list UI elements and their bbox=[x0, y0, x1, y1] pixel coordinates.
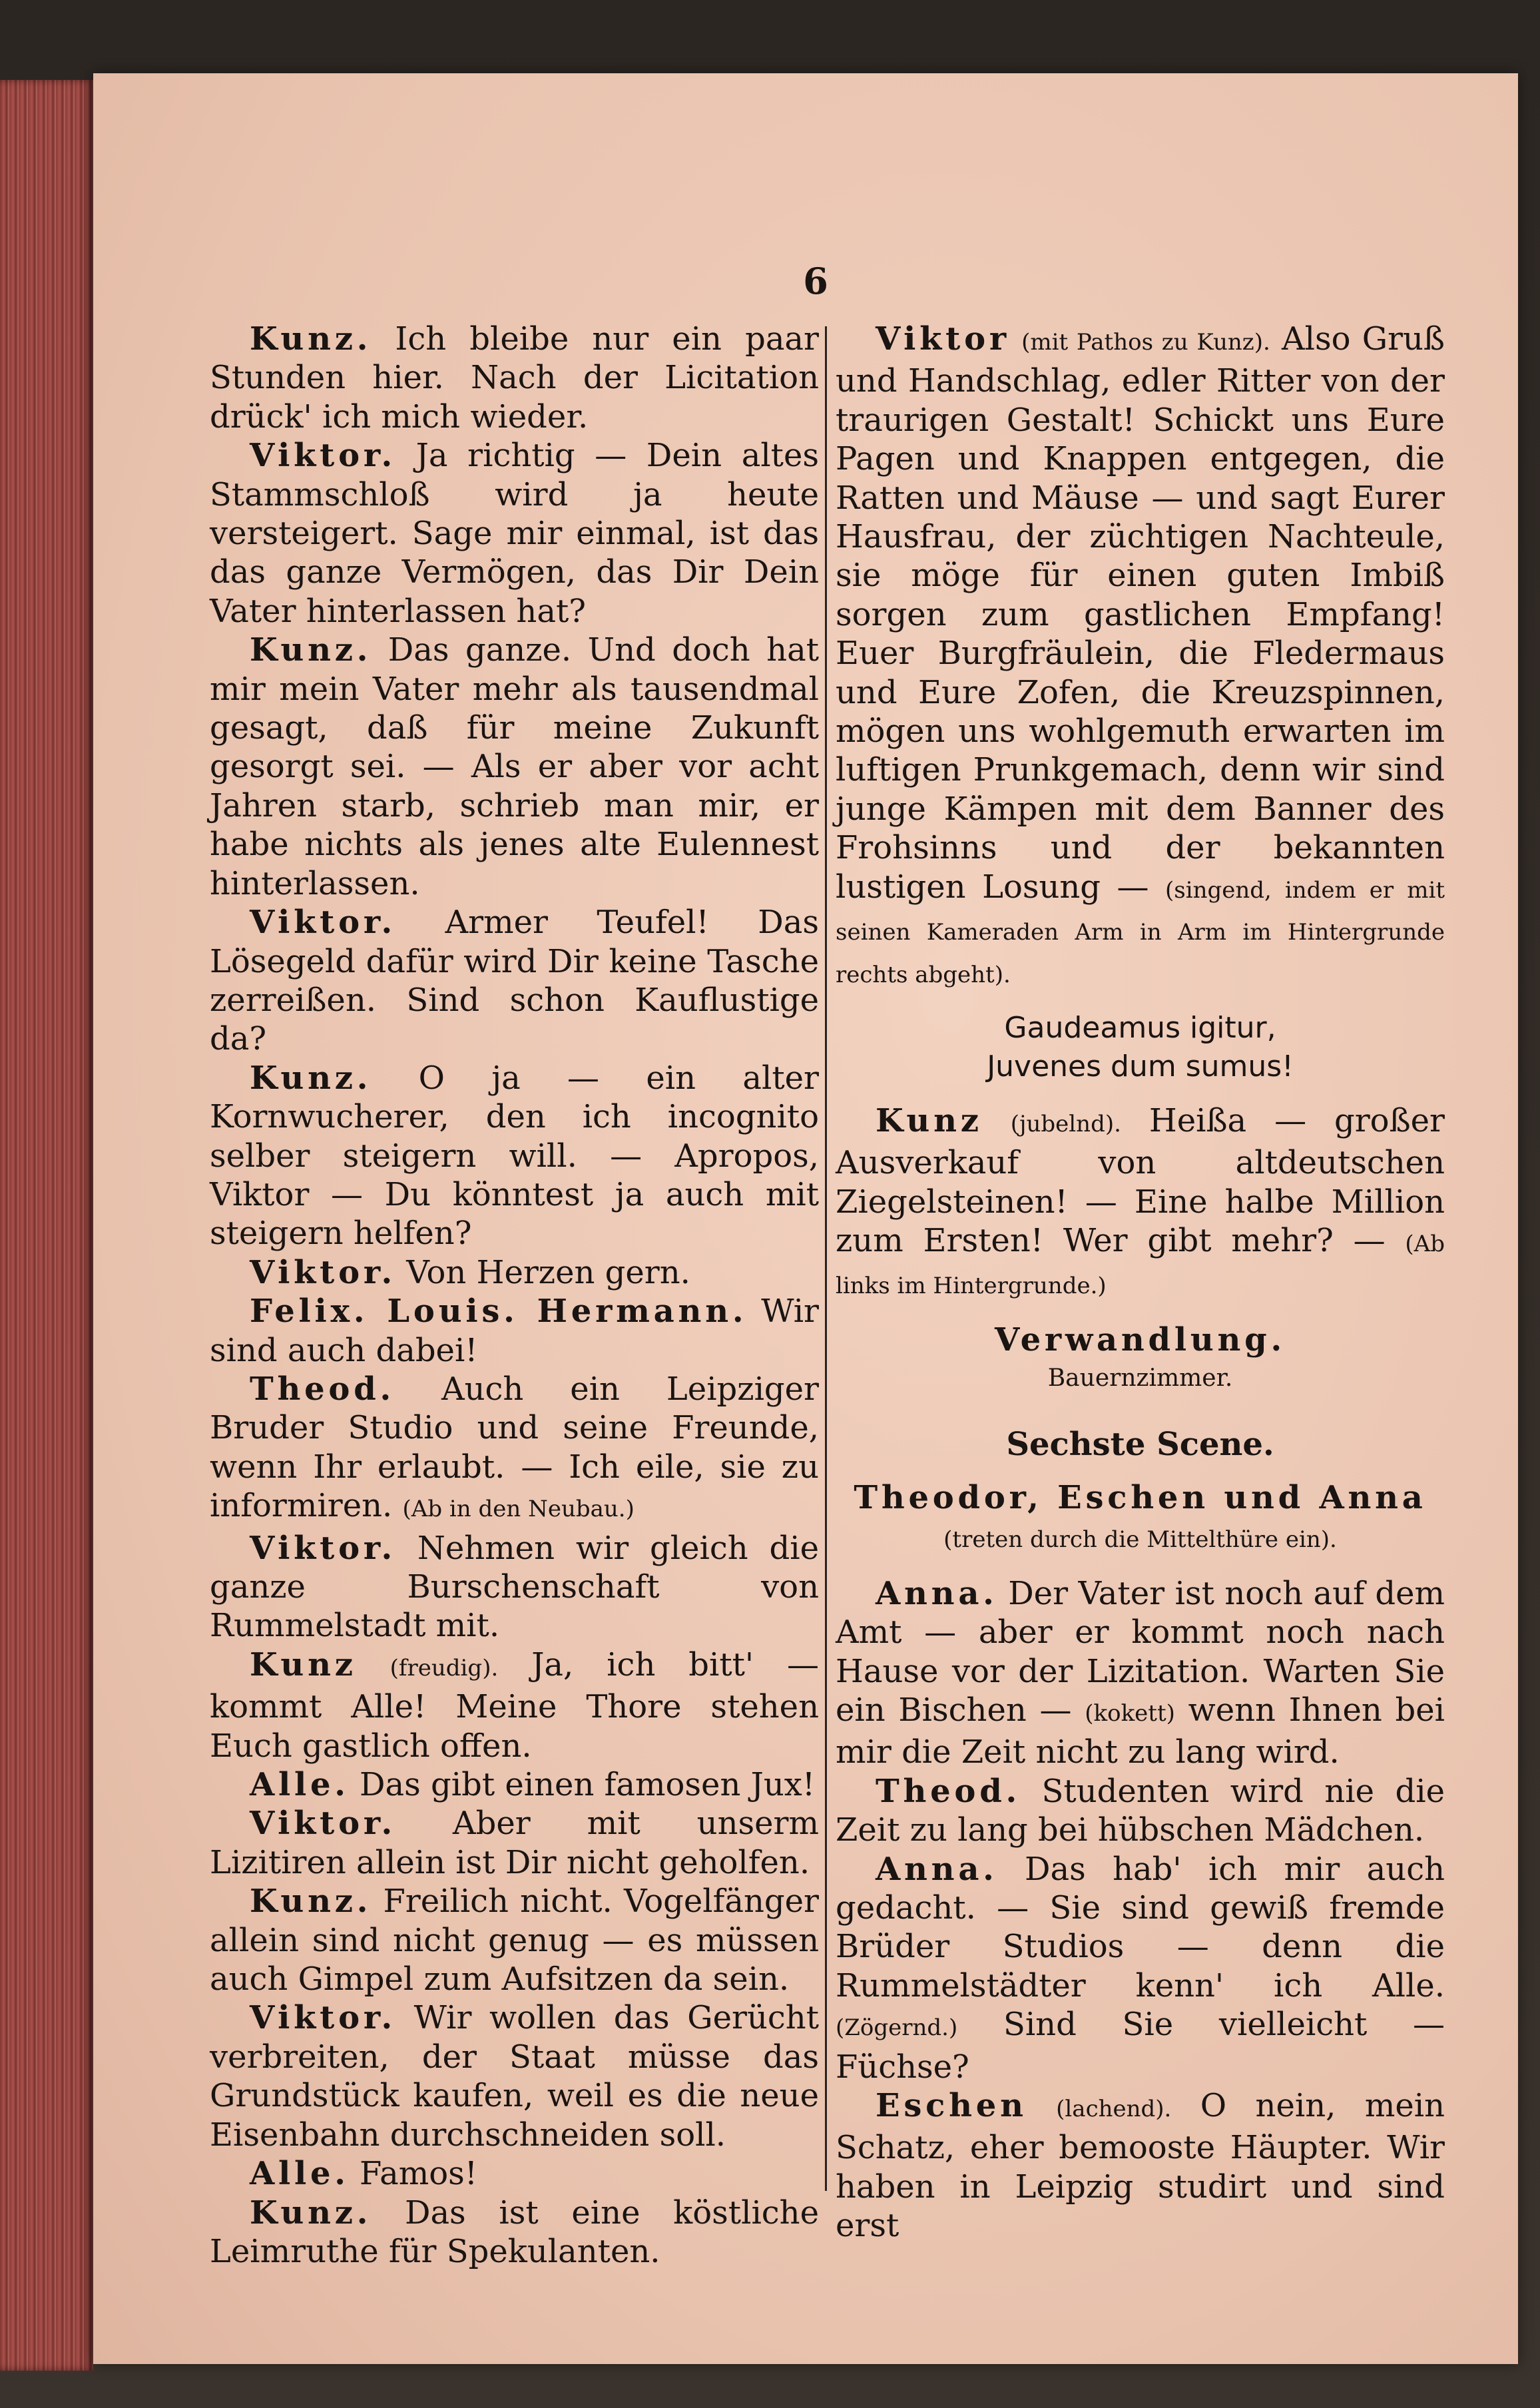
line-text: Nehmen wir gleich die ganze Burschenschaft von Rummelstadt mit. bbox=[210, 1529, 819, 1645]
speaker-name: Anna. bbox=[876, 1850, 998, 1888]
line-text: Armer Teufel! Das Lösegeld dafür wird Dir keine Tasche zerreißen. Sind schon Kauflustige da? bbox=[210, 904, 819, 1058]
stage-direction: (treten durch die Mittelthüre ein). bbox=[943, 1526, 1337, 1554]
song-line: Juvenes dum sumus! bbox=[987, 1050, 1294, 1084]
speaker-name: Viktor. bbox=[250, 437, 396, 475]
stage-direction: (Zögernd.) bbox=[836, 2014, 958, 2042]
dialogue-line bbox=[210, 320, 819, 436]
line-text: Ja richtig — Dein altes Stammschloß wird ja heute versteigert. Sage mir einmal, ist das das ganze Vermögen, das Dir Dein Vater hinterlassen hat? bbox=[210, 437, 819, 630]
speaker-name: Kunz. bbox=[250, 631, 372, 669]
speaker-name: Theod. bbox=[250, 1370, 395, 1408]
speaker-name: Viktor. bbox=[250, 1999, 396, 2037]
speaker-name: Alle. bbox=[250, 1766, 350, 1804]
speaker-name: Kunz. bbox=[250, 1883, 372, 1921]
speaker-name: Kunz. bbox=[250, 1059, 372, 1097]
line-text: Sind Sie vielleicht — Füchse? bbox=[836, 2006, 1445, 2086]
speaker-name: Viktor. bbox=[250, 1253, 396, 1291]
scene-cast bbox=[836, 1478, 1445, 1560]
dialogue-line bbox=[210, 436, 819, 631]
column-divider bbox=[825, 326, 827, 2191]
speaker-name: Viktor. bbox=[250, 1805, 396, 1843]
dialogue-line bbox=[210, 1370, 819, 1529]
dialogue-line bbox=[210, 631, 819, 903]
stage-direction: (kokett) bbox=[1085, 1700, 1175, 1727]
line-text: Also Gruß und Handschlag, edler Ritter von der traurigen Gestalt! Schickt uns Eure Pagen und Knappen entgegen, die Ratten und Mäuse — und sagt Eurer Hausfrau, der züchtigen Nachteule, sie möge für einen guten Imbiß sorgen zum gastlichen Empfang! Euer Burgfräulein, die Fledermaus und Eure Zofen, die Kreuzspinnen, mögen uns wohlgemuth erwarten im luftigen Prunkgemach, denn wir sind junge Kämpen mit dem Banner des Frohsinns und der bekannten lustigen Losung — bbox=[836, 320, 1445, 906]
speaker-name: Anna. bbox=[876, 1574, 998, 1612]
line-text: Ja, ich bitt' — kommt Alle! Meine Thore stehen Euch gastlich offen. bbox=[210, 1646, 819, 1765]
stage-direction: (freudig). bbox=[389, 1654, 499, 1681]
right-column bbox=[836, 320, 1445, 2246]
line-text: Von Herzen gern. bbox=[406, 1253, 690, 1291]
speaker-name: Kunz bbox=[876, 1101, 983, 1139]
dialogue-line bbox=[210, 1059, 819, 1253]
line-text: O ja — ein alter Kornwucherer, den ich incognito selber steigern will. — Apropos, Viktor — Du könntest ja auch mit steigern helfen? bbox=[210, 1059, 819, 1253]
stage-direction: (jubelnd). bbox=[1010, 1110, 1121, 1137]
line-text: Heißa — großer Ausverkauf von altdeutschen Ziegelsteinen! — Eine halbe Million zum Ersten! Wer gibt mehr? — bbox=[836, 1101, 1445, 1259]
line-text: Der Vater ist noch auf dem Amt — aber er kommt noch nach Hause vor der Lizitation. Warten Sie ein Bischen — bbox=[836, 1574, 1445, 1729]
speaker-name: Kunz. bbox=[250, 320, 372, 358]
dialogue-line bbox=[210, 1998, 819, 2154]
dialogue-line bbox=[836, 1850, 1445, 2086]
line-text: Das ganze. Und doch hat mir mein Vater mehr als tausendmal gesagt, daß für meine Zukunft gesorgt sei. — Als er aber vor acht Jahren starb, schrieb man mir, er habe nichts als jenes alte Eulennest hinterlassen. bbox=[210, 631, 819, 902]
stage-direction: (lachend). bbox=[1056, 2096, 1172, 2123]
stage-direction: (Ab in den Neubau.) bbox=[402, 1496, 635, 1523]
book-spine bbox=[0, 80, 93, 2371]
line-text: Freilich nicht. Vogelfänger allein sind nicht genug — es müssen auch Gimpel zum Aufsitzen da sein. bbox=[210, 1883, 819, 1998]
line-text: Das gibt einen famosen Jux! bbox=[360, 1766, 816, 1804]
line-text: Studenten wird nie die Zeit zu lang bei hübschen Mädchen. bbox=[836, 1772, 1445, 1849]
line-text: wenn Ihnen bei mir die Zeit nicht zu lang wird. bbox=[836, 1691, 1445, 1771]
scene-title: Sechste Scene. bbox=[1006, 1425, 1274, 1463]
dialogue-line bbox=[210, 1292, 819, 1370]
stage-direction: (singend, indem er mit seinen Kameraden Arm in Arm im Hintergrunde rechts abgeht). bbox=[836, 876, 1445, 988]
dialogue-line bbox=[210, 1253, 819, 1292]
line-text: Das ist eine köstliche Leimruthe für Spekulanten. bbox=[210, 2194, 819, 2270]
line-text: O nein, mein Schatz, eher bemooste Häupter. Wir haben in Leipzig studirt und sind erst bbox=[836, 2087, 1445, 2245]
dialogue-line bbox=[836, 1574, 1445, 1772]
speaker-name: Viktor bbox=[876, 320, 1010, 358]
dialogue-line bbox=[210, 1646, 819, 1765]
speaker-name: Kunz. bbox=[250, 2194, 372, 2232]
dialogue-line bbox=[210, 2194, 819, 2271]
line-text: Wir wollen das Gerücht verbreiten, der Staat müsse das Grundstück kaufen, weil es die neue Eisenbahn durchschneiden soll. bbox=[210, 1999, 819, 2154]
dialogue-line bbox=[836, 320, 1445, 994]
stage-direction: (mit Pathos zu Kunz). bbox=[1021, 329, 1270, 356]
speaker-name: Viktor. bbox=[250, 1529, 396, 1567]
dialogue-line bbox=[210, 2154, 819, 2193]
speaker-name: Viktor. bbox=[250, 904, 396, 942]
line-text: Ich bleibe nur ein paar Stunden hier. Nach der Licitation drück' ich mich wieder. bbox=[210, 320, 819, 436]
dialogue-line bbox=[210, 1804, 819, 1882]
line-text: Das hab' ich mir auch gedacht. — Sie sind gewiß fremde Brüder Studios — denn die Rummelstädter kenn' ich Alle. bbox=[836, 1850, 1445, 2004]
left-column bbox=[210, 320, 819, 2271]
dialogue-line bbox=[210, 1882, 819, 1998]
page-number: 6 bbox=[803, 260, 828, 302]
line-text: Aber mit unserm Lizitiren allein ist Dir nicht geholfen. bbox=[210, 1805, 819, 1881]
dialogue-line bbox=[210, 1529, 819, 1646]
dialogue-line bbox=[210, 1765, 819, 1804]
dialogue-line bbox=[210, 903, 819, 1059]
dialogue-line bbox=[836, 1772, 1445, 1850]
dialogue-line bbox=[836, 2086, 1445, 2246]
scene-transformation: Verwandlung. bbox=[995, 1321, 1286, 1358]
speaker-name: Felix. Louis. Hermann. bbox=[250, 1293, 748, 1331]
scene-setting: Bauernzimmer. bbox=[1047, 1364, 1233, 1392]
speaker-name: Theod. bbox=[876, 1772, 1021, 1810]
line-text: Wir sind auch dabei! bbox=[210, 1293, 819, 1369]
speaker-name: Eschen bbox=[876, 2087, 1027, 2125]
speaker-name: Alle. bbox=[250, 2155, 350, 2193]
dialogue-line bbox=[836, 1101, 1445, 1306]
cast-names: Theodor, Eschen und Anna bbox=[854, 1478, 1427, 1516]
song-line: Gaudeamus igitur, bbox=[1004, 1010, 1276, 1045]
line-text: Auch ein Leipziger Bruder Studio und seine Freunde, wenn Ihr erlaubt. — Ich eile, sie zu informiren. bbox=[210, 1370, 819, 1525]
stage-direction: (Ab links im Hintergrunde.) bbox=[836, 1230, 1445, 1300]
line-text: Famos! bbox=[360, 2155, 478, 2193]
speaker-name: Kunz bbox=[250, 1646, 357, 1683]
